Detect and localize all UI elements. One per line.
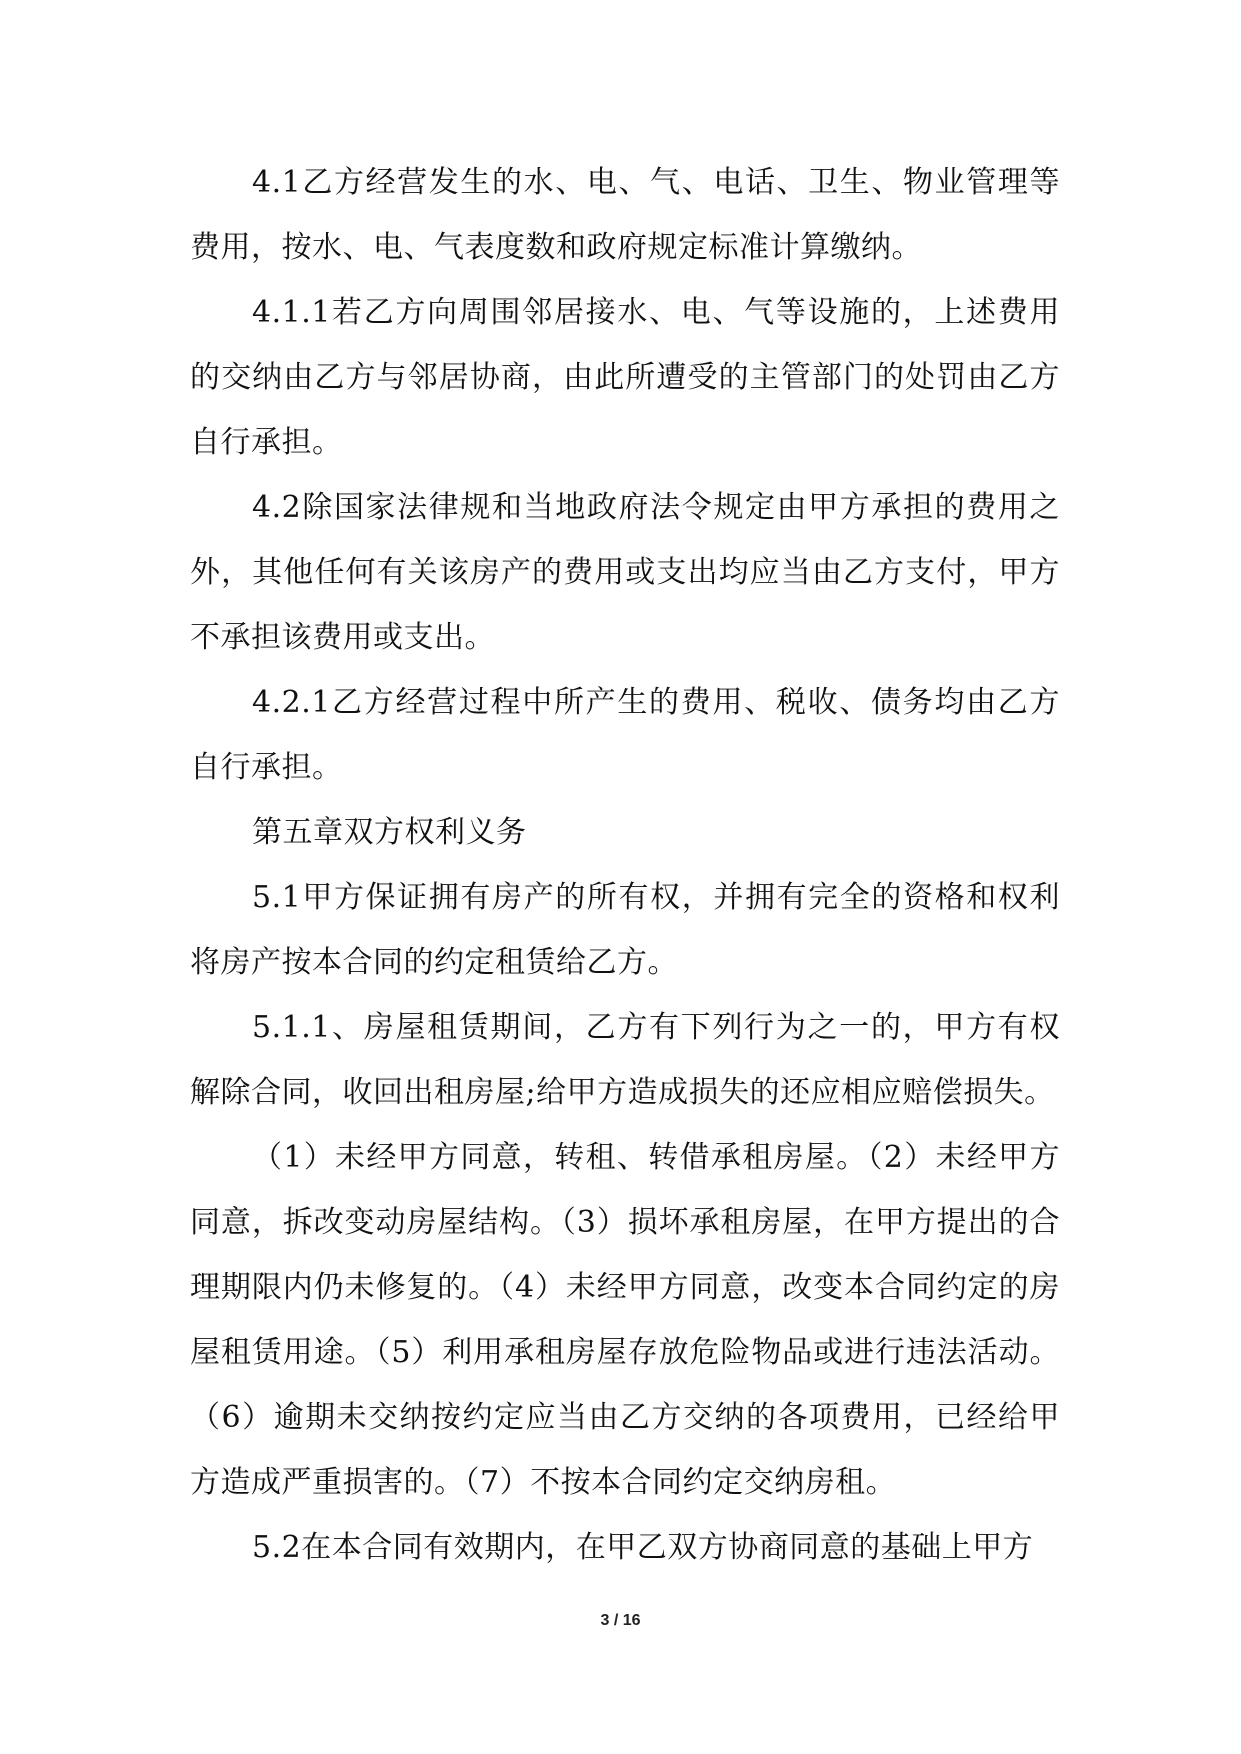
paragraph-4-1-1: 4.1.1若乙方向周围邻居接水、电、气等设施的，上述费用的交纳由乙方与邻居协商，由此所遭受的主管部门的处罚由乙方自行承担。 — [190, 295, 1060, 460]
paragraph-4-1: 4.1乙方经营发生的水、电、气、电话、卫生、物业管理等费用，按水、电、气表度数和政府规定标准计算缴纳。 — [190, 165, 1060, 265]
page-number: 3 / 16 — [600, 1612, 641, 1629]
paragraph-4-2-1: 4.2.1乙方经营过程中所产生的费用、税收、债务均由乙方自行承担。 — [190, 685, 1060, 785]
paragraph-list-items: （1）未经甲方同意，转租、转借承租房屋。（2）未经甲方同意，拆改变动房屋结构。（3）损坏承租房屋，在甲方提出的合理期限内仍未修复的。（4）未经甲方同意，改变本合同约定的房屋租赁用途。（5）利用承租房屋存放危险物品或进行违法活动。（6）逾期未交纳按约定应当由乙方交纳的各项费用，已经给甲方造成严重损害的。（7）不按本合同约定交纳房租。 — [190, 1140, 1060, 1500]
paragraph-4-2: 4.2除国家法律规和当地政府法令规定由甲方承担的费用之外，其他任何有关该房产的费用或支出均应当由乙方支付，甲方不承担该费用或支出。 — [190, 490, 1060, 655]
document-body — [190, 150, 1060, 1580]
paragraph-5-1: 5.1甲方保证拥有房产的所有权，并拥有完全的资格和权利将房产按本合同的约定租赁给乙方。 — [190, 880, 1060, 980]
chapter-heading: 第五章双方权利义务 — [252, 815, 527, 850]
paragraph-5-2: 5.2在本合同有效期内，在甲乙双方协商同意的基础上甲方 — [252, 1530, 1034, 1565]
paragraph-5-1-1: 5.1.1、房屋租赁期间，乙方有下列行为之一的，甲方有权解除合同，收回出租房屋;给甲方造成损失的还应相应赔偿损失。 — [190, 1010, 1060, 1110]
